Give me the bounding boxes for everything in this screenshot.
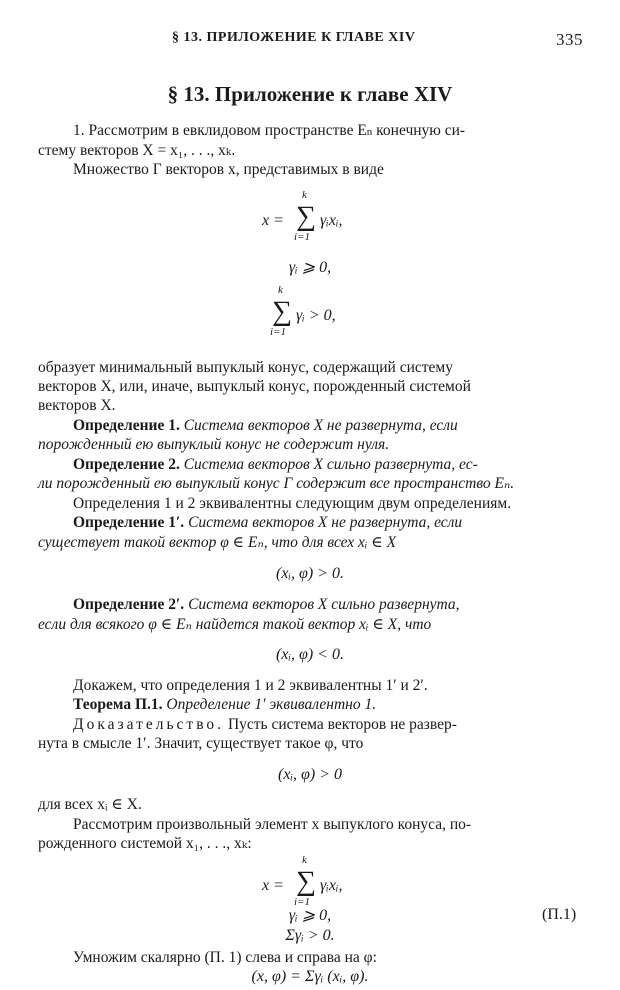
section-title: § 13. Приложение к главе XIV <box>167 82 453 106</box>
equation-4: (xᵢ, φ) > 0. <box>276 565 344 582</box>
paragraph-1-line-3: Множество Γ векторов x, представимых в виде <box>73 161 384 178</box>
definition-2-prime-line-2: если для всякого φ ∈ Eₙ найдется такой вектор xᵢ ∈ X, что <box>38 616 432 633</box>
definition-2-line-1: Определение 2. Система векторов X сильно развернута, ес- <box>73 456 478 473</box>
equation-label: (П.1) <box>542 906 577 923</box>
definition-2-line-2: ли порожденный ею выпуклый конус Γ содержит все пространство Eₙ. <box>38 475 515 492</box>
equation-10: (x, φ) = Σγᵢ (xᵢ, φ). <box>251 968 369 985</box>
paragraph-2-line-2: векторов X, или, иначе, выпуклый конус, порожденный системой <box>38 378 471 395</box>
definition-1-prime-line-1: Определение 1′. Система векторов X не развернута, если <box>73 514 463 531</box>
paragraph-1-line-1: 1. Рассмотрим в евклидовом пространстве En конечную си- <box>73 122 466 139</box>
definition-1-prime-line-2: существует такой вектор φ ∈ Eₙ, что для всех xᵢ ∈ X <box>38 534 397 551</box>
equation-5: (xᵢ, φ) < 0. <box>276 646 344 663</box>
prove-statement: Докажем, что определения 1 и 2 эквивалентны 1′ и 2′. <box>73 677 428 694</box>
proof-line-1: Доказательство. Пусть система векторов не развер- <box>73 716 457 733</box>
equivalence-statement: Определения 1 и 2 эквивалентны следующим двум определениям. <box>73 495 512 512</box>
running-head <box>0 30 620 56</box>
equation-9: Σγᵢ > 0. <box>285 927 335 944</box>
theorem-p1: Теорема П.1. Определение 1′ эквивалентно 1. <box>73 696 377 713</box>
definition-1-line-1: Определение 1. Система векторов X не развернута, если <box>73 417 458 434</box>
page-number: 335 <box>556 30 583 49</box>
paragraph-4: Умножим скалярно (П. 1) слева и справа на φ: <box>73 949 377 966</box>
paragraph-3-line-2: рожденного системой x₁, . . ., xₖ: <box>38 835 252 852</box>
book-page: § 13. ПРИЛОЖЕНИЕ К ГЛАВЕ XIV 335 § 13. Приложение к главе XIV 1. Рассмотрим в евклидовом пространстве En конечную си- стему векторов X = x₁, . . ., xk. Множество Γ векторов x, представимых в виде x = ∑ k i=1 γᵢxᵢ, γᵢ ⩾ 0, ∑ k i=1 γᵢ > 0, образует минимальный выпуклый конус, содержащий систему векторов X, или, иначе, выпуклый конус, порожденный системой векторов X. Определение 1. Система векторов X не развернута, если порожденный ею выпуклый конус не содержит нуля. Определение 2. Система векторов X сильно развернута, ес- ли порожденный ею выпуклый конус Γ содержит все пространство Eₙ. Определения 1 и 2 эквивалентны следующим двум определениям. Определение 1′. Система векторов X не развернута, если существует такой вектор φ ∈ Eₙ, что для всех xᵢ ∈ X (xᵢ, φ) > 0. Определение 2′. Система векторов X сильно развернута, если для всякого φ ∈ Eₙ найдется такой вектор xᵢ ∈ X, что (xᵢ, φ) < 0. Докажем, что определения 1 и 2 эквивалентны 1′ и 2′. Теорема П.1. Определение 1′ эквивалентно 1. Доказательство. Пусть система векторов не развер- нута в смысле 1′. Значит, существует такое φ, что (xᵢ, φ) > 0 для всех xᵢ ∈ X. Рассмотрим произвольный элемент x выпуклого конуса, по- рожденного системой x₁, . . ., xₖ: x = ∑ k i=1 γᵢxᵢ, γᵢ ⩾ 0, (П.1) Σγᵢ > 0. Умножим скалярно (П. 1) слева и справа на φ: (x, φ) = Σγᵢ (xᵢ, φ). <box>0 0 620 990</box>
equation-6: (xᵢ, φ) > 0 <box>278 766 342 783</box>
paragraph-1-line-2: стему векторов X = x₁, . . ., xk. <box>38 142 236 159</box>
paragraph-2-line-3: векторов X. <box>38 397 116 414</box>
for-all-statement: для всех xᵢ ∈ X. <box>38 796 142 813</box>
proof-line-2: нута в смысле 1′. Значит, существует такое φ, что <box>38 735 364 752</box>
paragraph-3-line-1: Рассмотрим произвольный элемент x выпуклого конуса, по- <box>73 816 472 833</box>
equation-8: γᵢ ⩾ 0, <box>288 907 332 924</box>
equation-2: γᵢ ⩾ 0, <box>288 259 332 276</box>
running-head-title: § 13. ПРИЛОЖЕНИЕ К ГЛАВЕ XIV <box>172 30 416 45</box>
paragraph-2-line-1: образует минимальный выпуклый конус, содержащий систему <box>38 359 453 376</box>
definition-1-line-2: порожденный ею выпуклый конус не содержит нуля. <box>38 436 390 453</box>
definition-2-prime-line-1: Определение 2′. Система векторов X сильно развернута, <box>73 596 460 613</box>
